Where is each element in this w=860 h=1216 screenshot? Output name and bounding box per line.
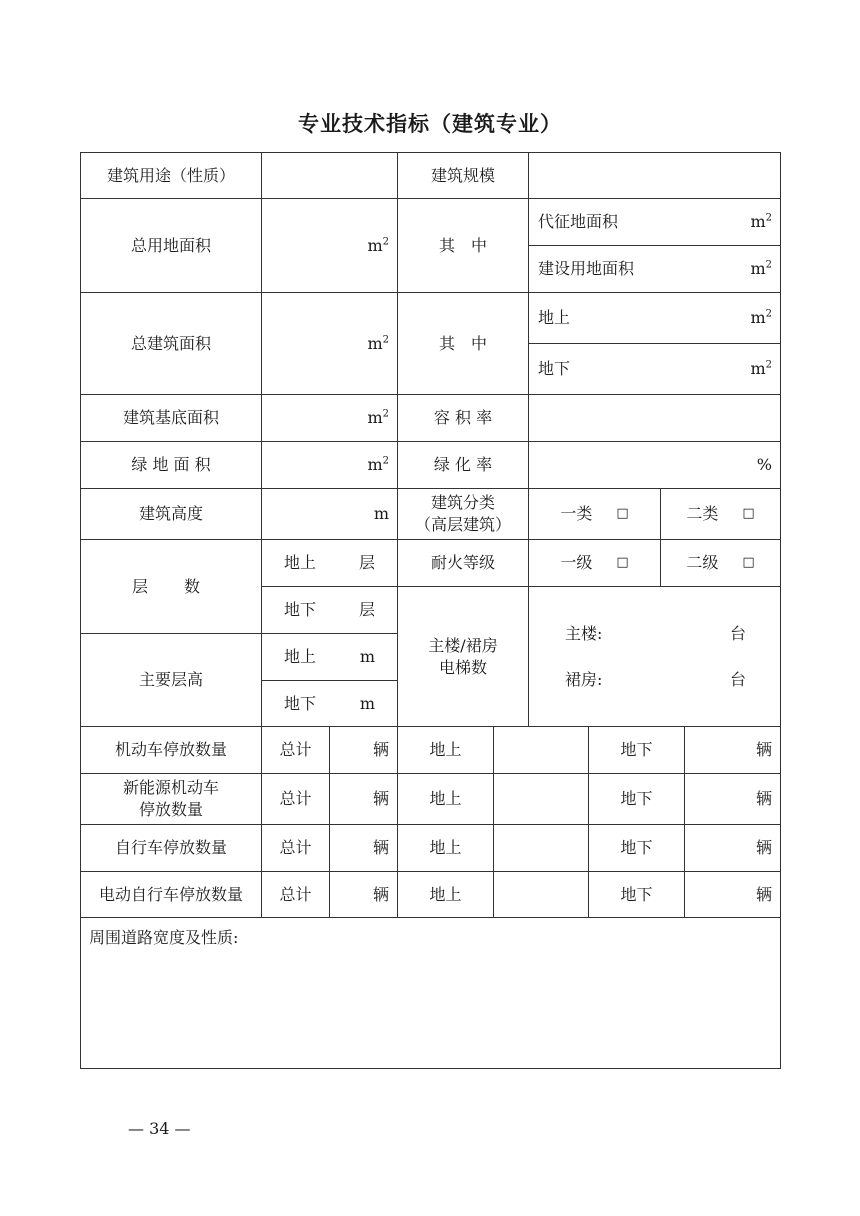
base-area-label: 建筑基底面积 bbox=[80, 394, 262, 442]
of-which-label-2: 其 中 bbox=[397, 292, 529, 395]
grade1-option[interactable]: 一级 □ bbox=[528, 539, 661, 587]
class1-checkbox[interactable]: □ bbox=[616, 506, 629, 521]
total-value[interactable]: 辆 bbox=[329, 773, 398, 825]
elevator-label: 主楼/裙房 电梯数 bbox=[397, 586, 529, 727]
floors-below-field[interactable]: 地下 层 bbox=[261, 586, 398, 634]
height-above-field[interactable]: 地上 m bbox=[261, 633, 398, 681]
below-label: 地下 bbox=[588, 726, 685, 774]
unit-m2: $m^2$ bbox=[750, 212, 772, 231]
elevator-values[interactable] bbox=[528, 586, 781, 727]
floors-label: 层 数 bbox=[80, 539, 262, 634]
total-value[interactable]: 辆 bbox=[329, 726, 398, 774]
above-label: 地上 bbox=[397, 726, 494, 774]
height-label: 建筑高度 bbox=[80, 488, 262, 540]
unit-m2: $m^2$ bbox=[367, 408, 389, 427]
height-below-field[interactable]: 地下 m bbox=[261, 680, 398, 727]
total-value[interactable]: 辆 bbox=[329, 824, 398, 872]
unit-m2: $m^2$ bbox=[750, 308, 772, 327]
unit-m2: $m^2$ bbox=[367, 333, 389, 353]
class-label: 建筑分类 （高层建筑） bbox=[397, 488, 529, 540]
unit-m2: $m^2$ bbox=[367, 455, 389, 474]
green-rate-label: 绿 化 率 bbox=[397, 441, 529, 489]
scale-value[interactable] bbox=[528, 152, 781, 199]
total-label: 总计 bbox=[261, 773, 330, 825]
page-title: 专业技术指标（建筑专业） bbox=[298, 112, 562, 136]
above-value[interactable] bbox=[493, 726, 589, 774]
parking-label: 电动自行车停放数量 bbox=[80, 871, 262, 918]
unit-m2: $m^2$ bbox=[750, 359, 772, 378]
above-value[interactable] bbox=[493, 824, 589, 872]
parking-label: 自行车停放数量 bbox=[80, 824, 262, 872]
class2-checkbox[interactable]: □ bbox=[742, 506, 755, 521]
unit-m2: $m^2$ bbox=[367, 235, 389, 255]
unit-tai: 台 bbox=[730, 670, 747, 689]
below-label: 地下 bbox=[588, 871, 685, 918]
base-area-value[interactable] bbox=[261, 394, 398, 442]
class2-option[interactable]: 二类 □ bbox=[660, 488, 781, 540]
total-label: 总计 bbox=[261, 871, 330, 918]
total-land-value[interactable] bbox=[261, 198, 398, 293]
total-label: 总计 bbox=[261, 824, 330, 872]
far-label: 容 积 率 bbox=[397, 394, 529, 442]
class1-option[interactable]: 一类 □ bbox=[528, 488, 661, 540]
usage-value[interactable] bbox=[261, 152, 398, 199]
perimeter-roads-label: 周围道路宽度及性质: bbox=[89, 928, 239, 947]
podium-label: 裙房: bbox=[565, 670, 603, 689]
parking-label: 新能源机动车 停放数量 bbox=[80, 773, 262, 825]
fire-label: 耐火等级 bbox=[397, 539, 529, 587]
green-rate-value[interactable] bbox=[528, 441, 781, 489]
grade1-checkbox[interactable]: □ bbox=[616, 555, 629, 570]
unit-m: m bbox=[373, 504, 389, 523]
usage-label: 建筑用途（性质） bbox=[80, 152, 262, 199]
parking-label: 机动车停放数量 bbox=[80, 726, 262, 774]
below-label: 地下 bbox=[588, 824, 685, 872]
floor-above-field[interactable]: 地上 $m^2$ bbox=[528, 292, 781, 344]
of-which-label: 其 中 bbox=[397, 198, 529, 293]
perimeter-roads-field[interactable] bbox=[80, 917, 781, 1069]
floor-height-label: 主要层高 bbox=[80, 633, 262, 727]
unit-tai: 台 bbox=[730, 624, 747, 643]
page-number: — 34 — bbox=[128, 1119, 191, 1138]
green-area-label: 绿 地 面 积 bbox=[80, 441, 262, 489]
levy-area-field[interactable]: 代征地面积 $m^2$ bbox=[528, 198, 781, 246]
main-building-label: 主楼: bbox=[565, 624, 603, 643]
total-value[interactable]: 辆 bbox=[329, 871, 398, 918]
above-label: 地上 bbox=[397, 773, 494, 825]
green-area-value[interactable] bbox=[261, 441, 398, 489]
above-value[interactable] bbox=[493, 871, 589, 918]
total-floor-label: 总建筑面积 bbox=[80, 292, 262, 395]
build-land-field[interactable]: 建设用地面积 $m^2$ bbox=[528, 245, 781, 293]
above-value[interactable] bbox=[493, 773, 589, 825]
grade2-checkbox[interactable]: □ bbox=[742, 555, 755, 570]
above-label: 地上 bbox=[397, 871, 494, 918]
total-floor-value[interactable] bbox=[261, 292, 398, 395]
total-label: 总计 bbox=[261, 726, 330, 774]
below-value[interactable]: 辆 bbox=[684, 726, 781, 774]
below-value[interactable]: 辆 bbox=[684, 773, 781, 825]
height-value[interactable] bbox=[261, 488, 398, 540]
scale-label: 建筑规模 bbox=[397, 152, 529, 199]
floor-below-field[interactable]: 地下 $m^2$ bbox=[528, 343, 781, 395]
grade2-option[interactable]: 二级 □ bbox=[660, 539, 781, 587]
unit-percent: % bbox=[756, 455, 772, 474]
above-label: 地上 bbox=[397, 824, 494, 872]
total-land-label: 总用地面积 bbox=[80, 198, 262, 293]
far-value[interactable] bbox=[528, 394, 781, 442]
below-value[interactable]: 辆 bbox=[684, 824, 781, 872]
floors-above-field[interactable]: 地上 层 bbox=[261, 539, 398, 587]
below-value[interactable]: 辆 bbox=[684, 871, 781, 918]
unit-m2: $m^2$ bbox=[750, 259, 772, 278]
below-label: 地下 bbox=[588, 773, 685, 825]
